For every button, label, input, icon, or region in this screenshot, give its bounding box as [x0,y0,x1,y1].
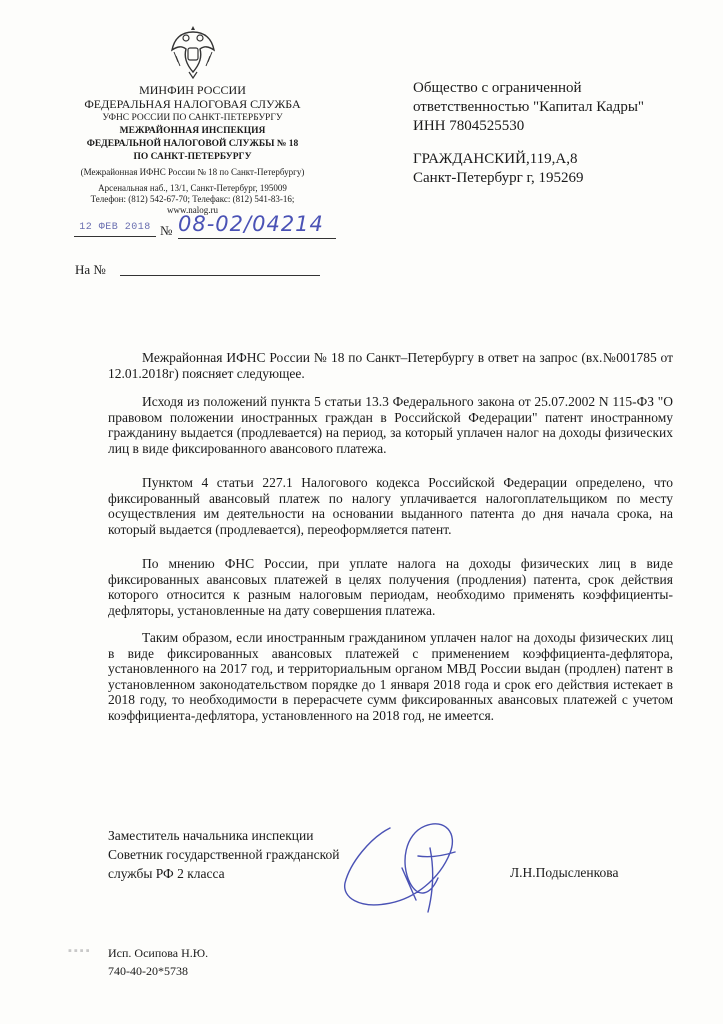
reply-to-line [120,275,320,276]
signatory-position-line3: службы РФ 2 класса [108,866,225,881]
ministry-name: МИНФИН РОССИИ [139,83,246,97]
recipient-street: ГРАЖДАНСКИЙ,119,А,8 [413,151,578,167]
inspection-short-name: (Межрайонная ИФНС России № 18 по Санкт-Петербургу) [80,167,305,177]
inspection-name-line2: ФЕДЕРАЛЬНОЙ НАЛОГОВОЙ СЛУЖБЫ № 18 [86,139,299,149]
inspection-address: Арсенальная наб., 13/1, Санкт-Петербург, 195009 [98,183,287,193]
registration-number-handwritten: 08-02/04214 [178,212,336,239]
registration-date-stamp: 12 ФЕВ 2018 [74,222,156,237]
recipient-line2: ответственностью "Капитал Кадры" [413,99,645,115]
service-name: ФЕДЕРАЛЬНАЯ НАЛОГОВАЯ СЛУЖБА [84,97,301,111]
coat-of-arms-emblem [168,22,218,80]
letter-paragraph-4: По мнению ФНС России, при уплате налога на доходы физических лиц в виде фиксированных авансовых платежей в целях получения (продления) патента, срок действия которого относится к разным налоговым периодам, необходимо применять коэффициенты-дефляторы, установленные на дату совершения платежа. [108,556,673,618]
inspection-name-line3: ПО САНКТ-ПЕТЕРБУРГУ [133,152,252,162]
recipient-city: Санкт-Петербург г, 195269 [413,170,584,186]
faded-stamp-mark: ▪▪▪▪ [68,945,92,957]
handwritten-signature [330,808,490,918]
inspection-website: www.nalog.ru [167,205,218,215]
letter-paragraph-5: Таким образом, если иностранным гражданином уплачен налог на доходы физических лиц в виде фиксированных авансовых платежей с применением коэффициента-дефлятора, установленного на 2017 год, и территориальным органом МВД России выдан (продлен) патент в установленном законодательством порядке до 1 января 2018 года и срок его действия истекает в 2018 году, то необходимости в перерасчете сумм фиксированных авансовых платежей с учетом коэффициента-дефлятора, установленного на 2018 год, не имеется. [108,630,673,723]
signatory-position-line1: Заместитель начальника инспекции [108,828,314,843]
registration-number-label: № [160,223,173,238]
recipient-inn: ИНН 7804525530 [413,118,525,134]
reply-to-label: На № [75,262,106,277]
letter-paragraph-2: Исходя из положений пункта 5 статьи 13.3 Федерального закона от 25.07.2002 N 115-ФЗ "О правовом положении иностранных граждан в Российской Федерации" патент иностранному гражданину выдается (продлевается) на период, за который уплачен налог на доходы физических лиц в виде фиксированного авансового платежа. [108,394,673,456]
signatory-position-line2: Советник государственной гражданской [108,847,340,862]
inspection-name-line1: МЕЖРАЙОННАЯ ИНСПЕКЦИЯ [119,126,266,136]
letter-paragraph-3: Пунктом 4 статьи 227.1 Налогового кодекса Российской Федерации определено, что фиксированный авансовый платеж по налогу уплачивается налогоплательщиком по месту осуществления им деятельности на основании выданного патента до дня начала срока, на который выдается (продлевается), переоформляется патент. [108,475,673,537]
signer-name: Л.Н.Подысленкова [510,865,619,880]
recipient-line1: Общество с ограниченной [413,80,582,96]
inspection-phones: Телефон: (812) 542-67-70; Телефакс: (812) 541-83-16; [90,194,295,204]
executor-name: Исп. Осипова Н.Ю. [108,946,209,960]
executor-phone: 740-40-20*5738 [108,964,188,978]
regional-department: УФНС РОССИИ ПО САНКТ-ПЕТЕРБУРГУ [102,113,283,123]
letter-paragraph-1: Межрайонная ИФНС России № 18 по Санкт–Петербургу в ответ на запрос (вх.№001785 от 12.01.2018г) поясняет следующее. [108,350,673,381]
